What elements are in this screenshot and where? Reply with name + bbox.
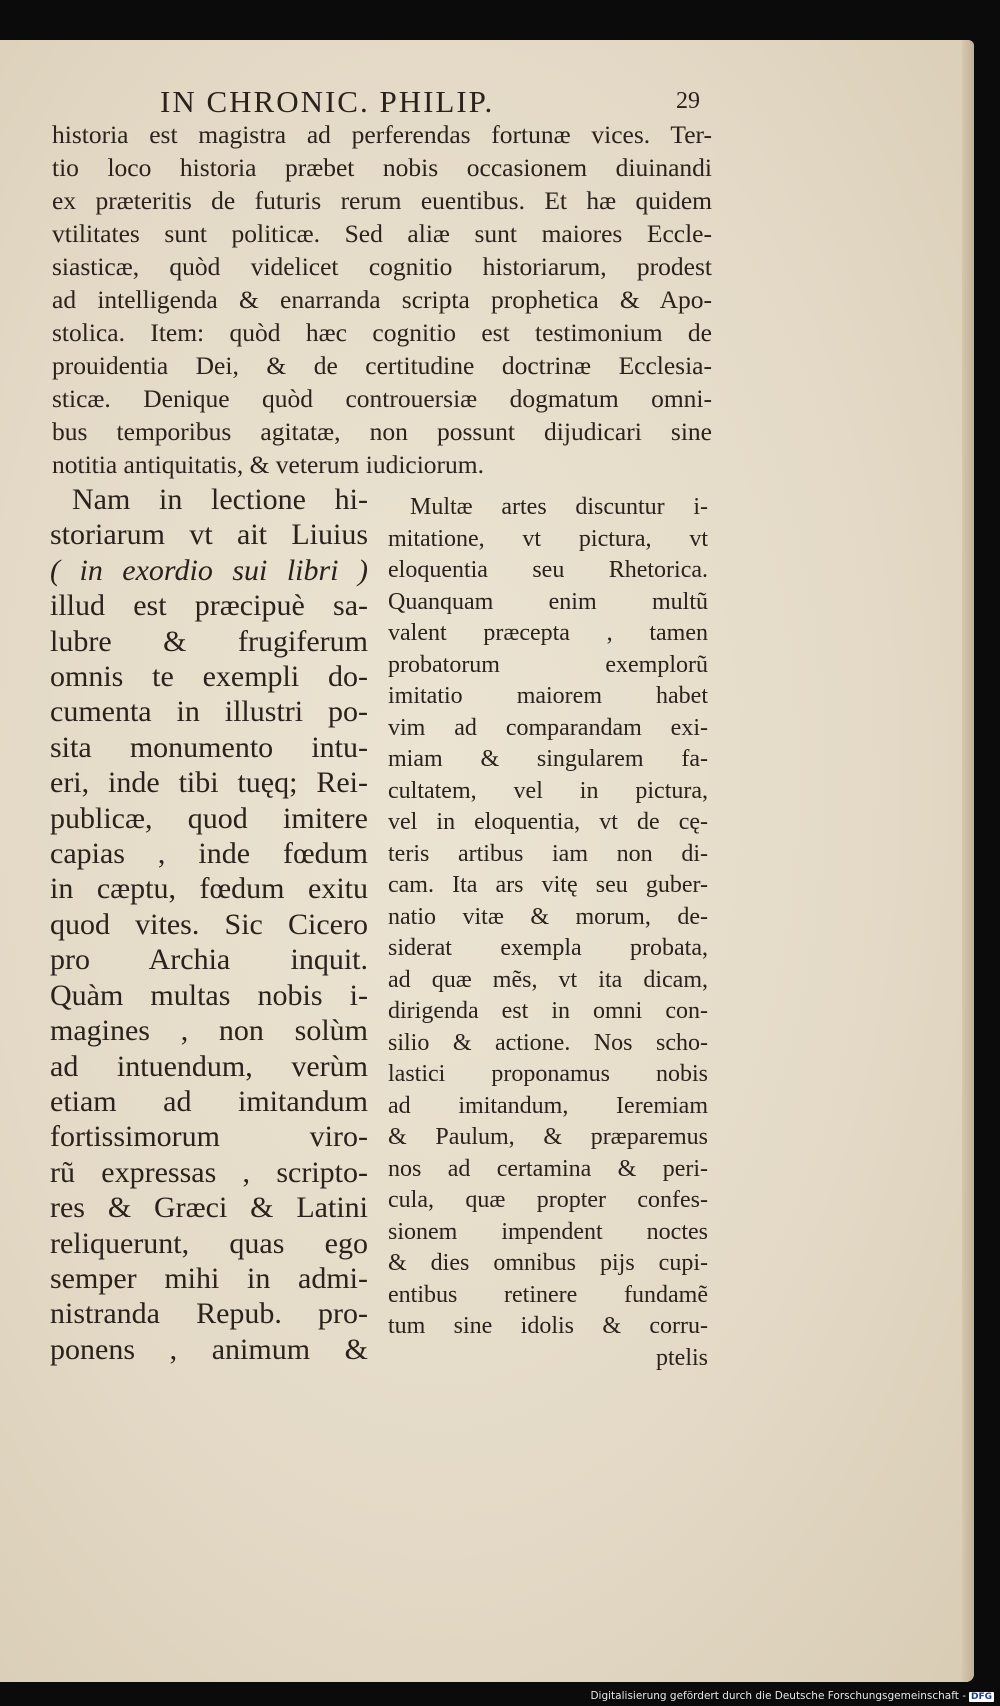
left-column-line: in cæptu, fœdum exitu xyxy=(50,872,368,906)
right-column-line: eloquentia seu Rhetorica. xyxy=(388,557,708,583)
credit-text: Digitalisierung gefördert durch die Deutsche Forschungsgemeinschaft - xyxy=(590,1690,966,1702)
right-column-line: teris artibus iam non di- xyxy=(388,840,708,867)
right-column-line: mitatione, vt pictura, vt xyxy=(388,525,708,552)
left-column-line: nistranda Repub. pro- xyxy=(50,1297,368,1331)
right-column-line: lastici proponamus nobis xyxy=(388,1061,708,1087)
right-column-line: tum sine idolis & corru- xyxy=(388,1313,708,1339)
right-column-line: entibus retinere fundamẽ xyxy=(388,1281,708,1308)
page-number: 29 xyxy=(676,88,700,114)
intro-line: siasticæ, quòd videlicet cognitio historiarum, prodest xyxy=(52,252,712,281)
left-column-line: ad intuendum, verùm xyxy=(50,1049,368,1083)
right-column-line: siderat exempla probata, xyxy=(388,935,708,961)
right-column-line: Quanquam enim multũ xyxy=(388,588,708,615)
left-column-line: Quàm multas nobis i- xyxy=(50,978,368,1012)
left-column-line: cumenta in illustri po- xyxy=(50,695,368,729)
right-column-line: silio & actione. Nos scho- xyxy=(388,1029,708,1056)
right-column-line: nos ad certamina & peri- xyxy=(388,1155,708,1182)
left-column-line: eri, inde tibi tuęq; Rei- xyxy=(50,766,368,800)
right-column-line: dirigenda est in omni con- xyxy=(388,998,708,1024)
intro-line: tio loco historia præbet nobis occasionem diuinandi xyxy=(52,153,712,182)
left-column-line: reliquerunt, quas ego xyxy=(50,1226,368,1260)
left-column-line: omnis te exempli do- xyxy=(50,660,368,694)
page-edge xyxy=(962,40,974,1682)
intro-paragraph xyxy=(52,118,712,481)
running-head: IN CHRONIC. PHILIP. xyxy=(160,84,495,119)
intro-line: stolica. Item: quòd hæc cognitio est testimonium de xyxy=(52,318,712,347)
left-column-line: lubre & frugiferum xyxy=(50,624,368,658)
right-column-line: vel in eloquentia, vt de cę- xyxy=(388,809,708,835)
dfg-logo: DFG xyxy=(970,1692,992,1702)
left-column-line: storiarum vt ait Liuius xyxy=(50,518,368,552)
intro-line: notitia antiquitatis, & veterum iudiciorum. xyxy=(52,450,485,479)
left-column-line: semper mihi in admi- xyxy=(50,1261,368,1295)
right-column-line: & Paulum, & præparemus xyxy=(388,1124,708,1150)
book-page xyxy=(0,40,974,1682)
right-column-line: imitatio maiorem habet xyxy=(388,683,708,709)
left-column-line: quod vites. Sic Cicero xyxy=(50,907,368,941)
intro-line: sticæ. Denique quòd controuersiæ dogmatum omni- xyxy=(52,384,712,413)
left-column-line: illud est præcipuè sa- xyxy=(50,589,368,623)
right-column-line: probatorum exemplorũ xyxy=(388,651,708,678)
intro-line: vtilitates sunt politicæ. Sed aliæ sunt maiores Eccle- xyxy=(52,219,712,248)
left-column-line: Nam in lectione hi- xyxy=(72,483,368,516)
right-column xyxy=(388,492,708,1374)
right-column-line: ad quæ mẽs, vt ita dicam, xyxy=(388,966,708,993)
left-column-line: res & Græci & Latini xyxy=(50,1191,368,1225)
left-column-line: ponens , animum & xyxy=(50,1332,368,1366)
left-column-line: fortissimorum viro- xyxy=(50,1120,368,1154)
right-column-line: sionem impendent noctes xyxy=(388,1218,708,1245)
intro-line: bus temporibus agitatæ, non possunt dijudicari sine xyxy=(52,417,712,446)
right-column-line: natio vitæ & morum, de- xyxy=(388,903,708,930)
right-column-line: Multæ artes discuntur i- xyxy=(410,494,708,520)
left-column-line: sita monumento intu- xyxy=(50,730,368,764)
left-column-line: ( in exordio sui libri ) xyxy=(50,553,368,587)
left-column-line: magines , non solùm xyxy=(50,1014,368,1048)
left-column-line: etiam ad imitandum xyxy=(50,1084,368,1118)
right-column-line: cula, quæ propter confes- xyxy=(388,1187,708,1213)
left-column xyxy=(50,482,368,1367)
left-column-line: pro Archia inquit. xyxy=(50,943,368,977)
right-column-line: miam & singularem fa- xyxy=(388,746,708,772)
intro-line: prouidentia Dei, & de certitudine doctrinæ Ecclesia- xyxy=(52,351,712,380)
right-column-line: ad imitandum, Ieremiam xyxy=(388,1092,708,1119)
right-column-line: cam. Ita ars vitę seu guber- xyxy=(388,872,708,898)
right-column-line: & dies omnibus pijs cupi- xyxy=(388,1250,708,1276)
left-column-line: publicæ, quod imitere xyxy=(50,801,368,835)
intro-line: historia est magistra ad perferendas fortunæ vices. Ter- xyxy=(52,120,712,149)
intro-line: ad intelligenda & enarranda scripta prophetica & Apo- xyxy=(52,285,712,314)
right-column-line: cultatem, vel in pictura, xyxy=(388,777,708,804)
left-column-line: capias , inde fœdum xyxy=(50,837,368,871)
digitization-credit xyxy=(590,1690,994,1702)
right-column-line: vim ad comparandam exi- xyxy=(388,714,708,741)
right-column-line: valent præcepta , tamen xyxy=(388,620,708,646)
catchword: ptelis xyxy=(656,1344,708,1371)
intro-line: ex præteritis de futuris rerum euentibus. Et hæ quidem xyxy=(52,186,712,215)
left-column-line: rũ expressas , scripto- xyxy=(50,1155,368,1189)
